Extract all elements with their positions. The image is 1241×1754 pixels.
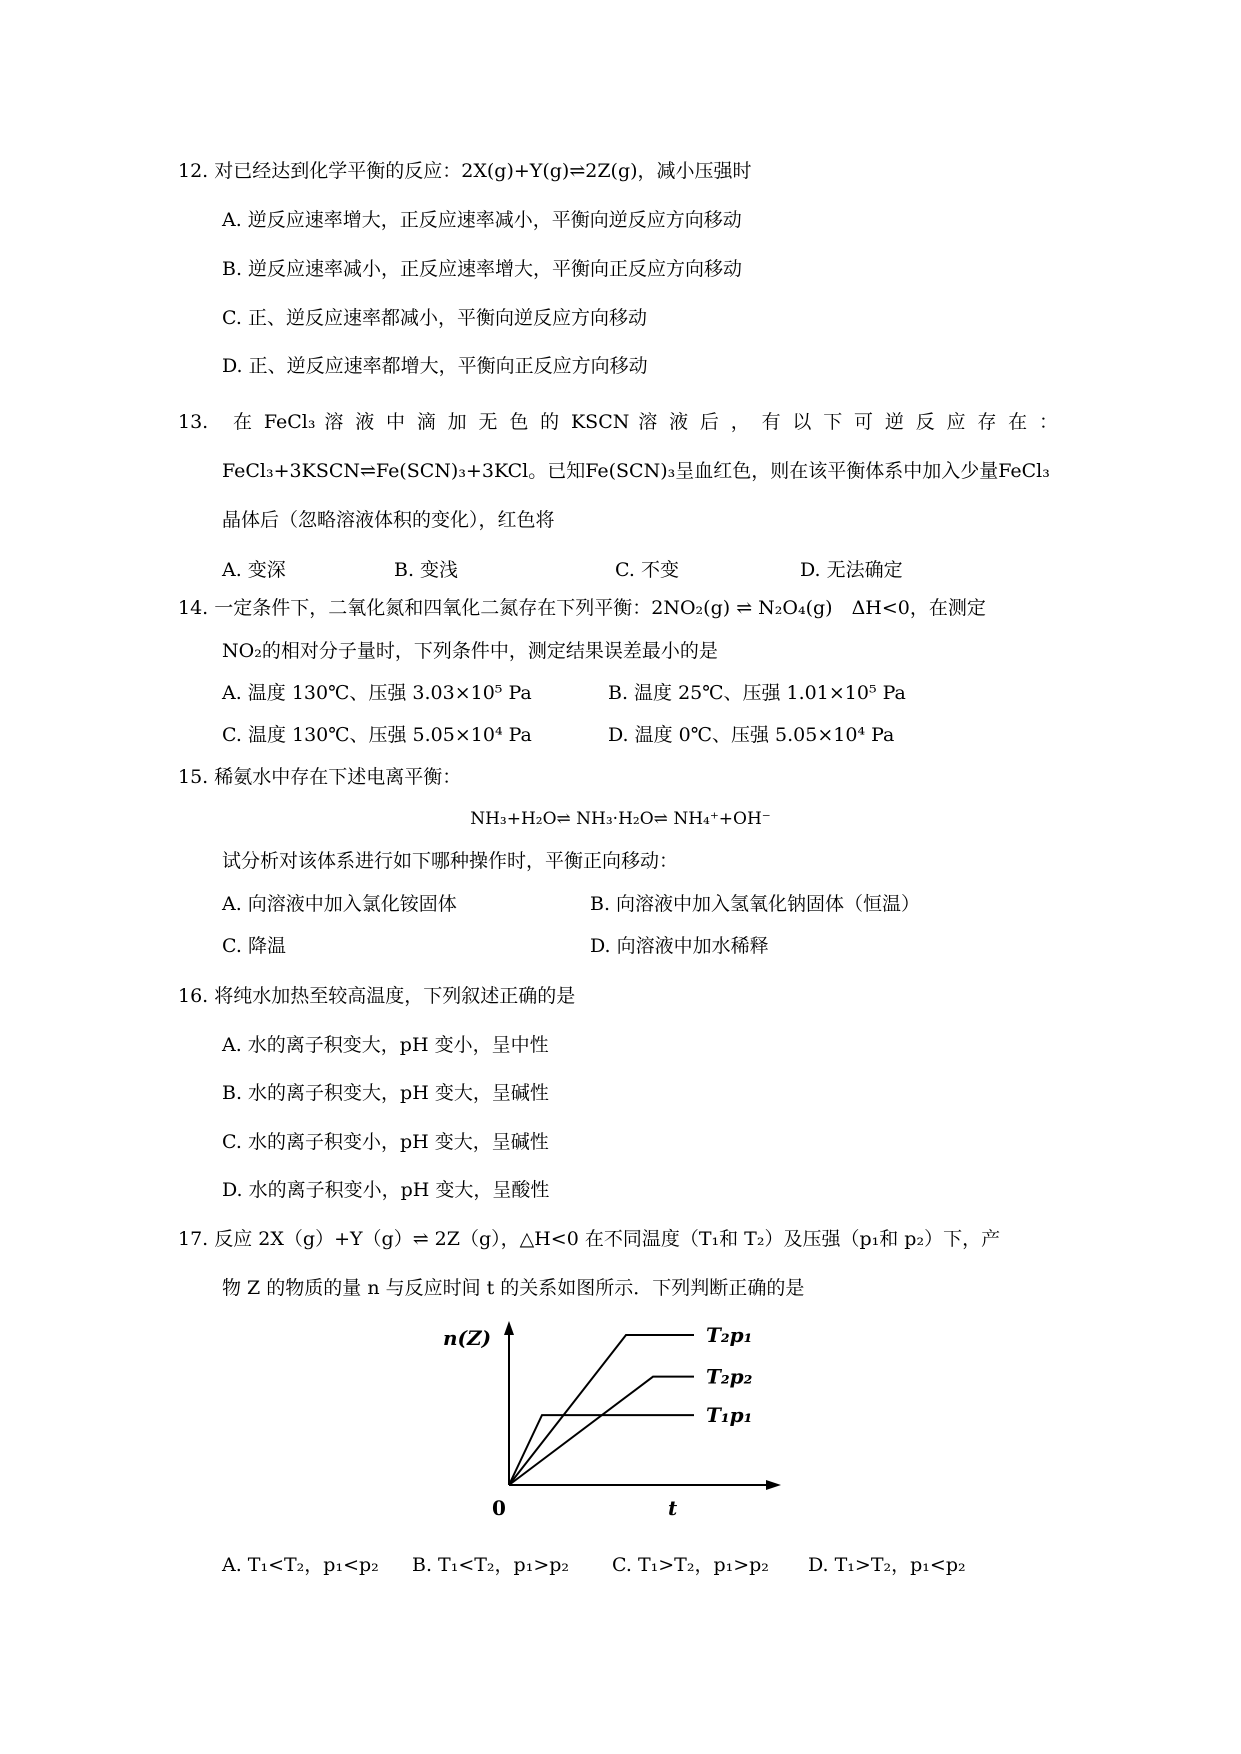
q17-option-b: B. T₁<T₂，p₁>p₂: [412, 1554, 570, 1576]
q15-option-a: A. 向溶液中加入氯化铵固体: [222, 893, 457, 915]
y-axis-arrow: [504, 1321, 514, 1335]
q17-chart: [440, 1315, 810, 1525]
q12-option-a: A. 逆反应速率增大，正反应速率减小，平衡向逆反应方向移动: [222, 209, 742, 231]
q12-stem: 12. 对已经达到化学平衡的反应：2X(g)+Y(g)⇌2Z(g)，减小压强时: [178, 160, 752, 182]
q14-option-a: A. 温度 130℃、压强 3.03×10⁵ Pa: [222, 682, 532, 704]
q12-option-d: D. 正、逆反应速率都增大，平衡向正反应方向移动: [222, 355, 648, 377]
y-axis-label: n(Z): [443, 1326, 492, 1350]
q17-option-d: D. T₁>T₂，p₁<p₂: [808, 1554, 966, 1576]
q16-option-b: B. 水的离子积变大，pH 变大，呈碱性: [222, 1082, 549, 1104]
x-axis-label: t: [668, 1496, 678, 1520]
series-label-2: T₂p₂: [706, 1364, 753, 1389]
q15-equation: NH₃+H₂O⇌ NH₃·H₂O⇌ NH₄⁺+OH⁻: [470, 809, 771, 829]
q13-line-2: FeCl₃+3KSCN⇌Fe(SCN)₃+3KCl。已知Fe(SCN)₃呈血红色，则在该平衡体系中加入少量FeCl₃: [222, 460, 1050, 482]
q16-stem: 16. 将纯水加热至较高温度，下列叙述正确的是: [178, 985, 576, 1007]
series-label-3: T₁p₁: [706, 1403, 753, 1428]
q13-option-a: A. 变深: [222, 559, 286, 581]
q17-option-c: C. T₁>T₂，p₁>p₂: [612, 1554, 769, 1576]
q14-option-c: C. 温度 130℃、压强 5.05×10⁴ Pa: [222, 724, 532, 746]
q14-line-1: 14. 一定条件下，二氧化氮和四氧化二氮存在下列平衡：2NO₂(g) ⇌ N₂O₄(g) ΔH<0，在测定: [178, 597, 986, 619]
q13-option-b: B. 变浅: [394, 559, 459, 581]
q16-option-c: C. 水的离子积变小，pH 变大，呈碱性: [222, 1131, 549, 1153]
q15-option-d: D. 向溶液中加水稀释: [590, 935, 769, 957]
x-axis-arrow: [766, 1480, 781, 1490]
q14-option-d: D. 温度 0℃、压强 5.05×10⁴ Pa: [608, 724, 895, 746]
series-label-1: T₂p₁: [706, 1323, 753, 1347]
q14-line-2: NO₂的相对分子量时，下列条件中，测定结果误差最小的是: [222, 640, 718, 662]
chart-series: [509, 1335, 694, 1485]
q17-line-2: 物 Z 的物质的量 n 与反应时间 t 的关系如图所示．下列判断正确的是: [222, 1277, 805, 1299]
q16-option-d: D. 水的离子积变小，pH 变大，呈酸性: [222, 1179, 550, 1201]
q15-option-c: C. 降温: [222, 935, 286, 957]
q13-line-1: 13. 在 FeCl₃ 溶 液 中 滴 加 无 色 的 KSCN 溶 液 后 ， 有 以 下 可 逆 反 应 存 在 ：: [178, 411, 1058, 433]
q16-option-a: A. 水的离子积变大，pH 变小，呈中性: [222, 1034, 549, 1056]
q14-option-b: B. 温度 25℃、压强 1.01×10⁵ Pa: [608, 682, 906, 704]
q17-line-1: 17. 反应 2X（g）+Y（g）⇌ 2Z（g），△H<0 在不同温度（T₁和 T₂）及压强（p₁和 p₂）下，产: [178, 1228, 1001, 1250]
series-line-2: [509, 1377, 694, 1485]
q12-option-b: B. 逆反应速率减小，正反应速率增大，平衡向正反应方向移动: [222, 258, 743, 280]
series-line-1: [509, 1335, 694, 1485]
q13-option-d: D. 无法确定: [800, 559, 903, 581]
origin-label: 0: [492, 1496, 506, 1520]
q15-stem: 15. 稀氨水中存在下述电离平衡：: [178, 766, 462, 788]
q13-line-3: 晶体后（忽略溶液体积的变化），红色将: [222, 509, 555, 531]
q13-option-c: C. 不变: [615, 559, 679, 581]
q17-option-a: A. T₁<T₂，p₁<p₂: [222, 1554, 379, 1576]
q15-line-2: 试分析对该体系进行如下哪种操作时，平衡正向移动：: [222, 850, 679, 872]
q15-option-b: B. 向溶液中加入氢氧化钠固体（恒温）: [590, 893, 921, 915]
chart-labels: [443, 1323, 753, 1520]
q12-option-c: C. 正、逆反应速率都减小，平衡向逆反应方向移动: [222, 307, 647, 329]
